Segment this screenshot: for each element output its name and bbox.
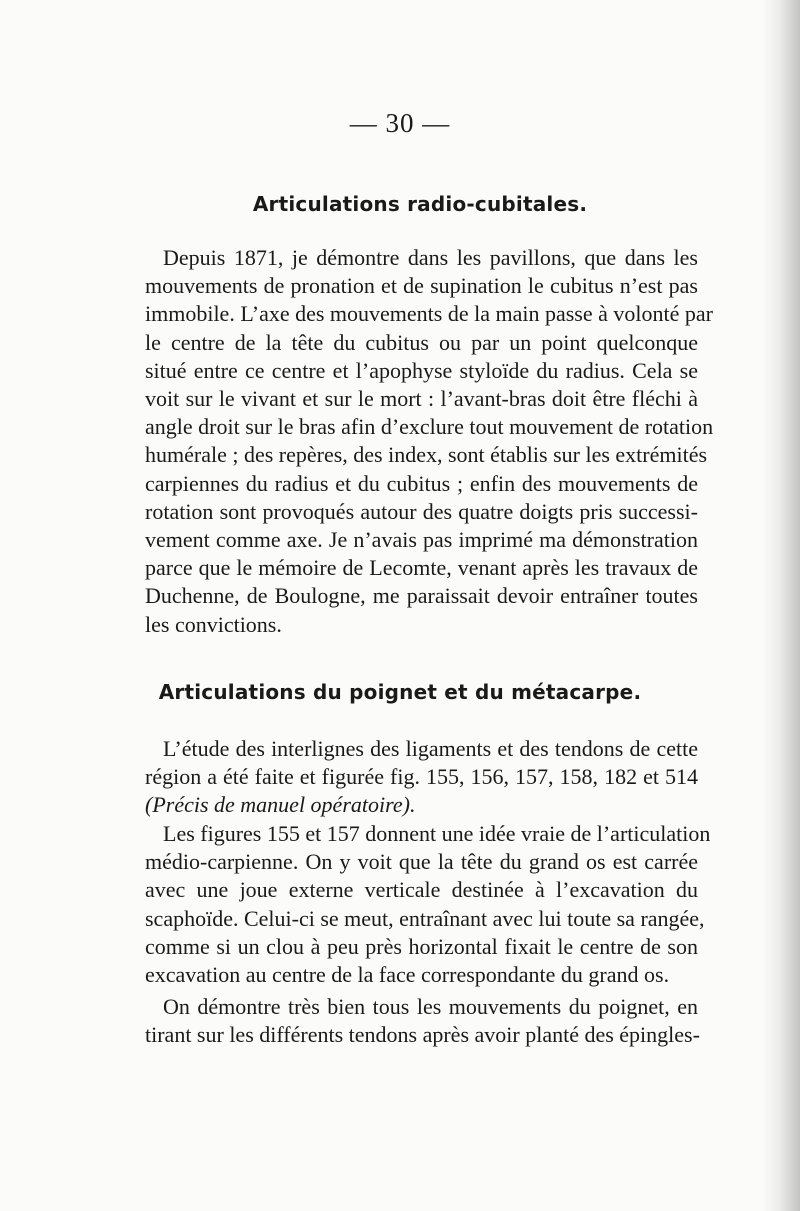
text-line: région a été faite et figurée fig. 155, 156, 157, 158, 182 et 514 xyxy=(145,764,698,790)
text-line: le centre de la tête du cubitus ou par un point quelconque xyxy=(145,329,698,355)
text-line: tirant sur les différents tendons après avoir planté des épingles- xyxy=(145,1022,700,1048)
text-line: angle droit sur le bras afin d’exclure tout mouvement de rotation xyxy=(145,414,714,440)
text-line: scaphoïde. Celui-ci se meut, entraînant avec lui toute sa rangée, xyxy=(145,905,705,931)
text-line: humérale ; des repères, des index, sont établis sur les extrémités xyxy=(145,442,708,468)
text-line: voit sur le vivant et sur le mort : l’avant-bras doit être fléchi à xyxy=(145,386,698,412)
page-number: — 30 — xyxy=(349,108,451,138)
page-edge-shadow xyxy=(762,0,800,1211)
text-line: situé entre ce centre et l’apophyse styloïde du radius. Cela se xyxy=(145,357,698,383)
text-line: comme si un clou à peu près horizontal fixait le centre de son xyxy=(145,933,698,959)
text-line: excavation au centre de la face correspondante du grand os. xyxy=(145,962,670,988)
text-line: Les figures 155 et 157 donnent une idée vraie de l’articulation xyxy=(163,821,711,846)
text-line: Depuis 1871, je démontre dans les pavillons, que dans les xyxy=(163,245,698,270)
text-line: parce que le mémoire de Lecomte, venant après les travaux de xyxy=(145,555,698,581)
text-line: mouvements de pronation et de supination le cubitus n’est pas xyxy=(145,273,698,299)
text-line: les convictions. xyxy=(145,611,282,637)
paragraph-mouvements-poignet xyxy=(145,993,698,1049)
section-heading-poignet-metacarpe: Articulations du poignet et du métacarpe. xyxy=(158,680,642,704)
text-line: vement comme axe. Je n’avais pas imprimé ma démonstration xyxy=(145,527,698,553)
text-line: Duchenne, de Boulogne, me paraissait devoir entraîner toutes xyxy=(145,583,698,609)
text-line: médio-carpienne. On y voit que la tête du grand os est carrée xyxy=(145,849,698,875)
text-line: L’étude des interlignes des ligaments et des tendons de cette xyxy=(163,736,698,761)
section-heading-radio-cubitales: Articulations radio-cubitales. xyxy=(252,192,588,216)
paragraph-interlignes xyxy=(145,735,698,820)
text-line: immobile. L’axe des mouvements de la main passe à volonté par xyxy=(145,301,713,327)
text-line: carpiennes du radius et du cubitus ; enfin des mouvements de xyxy=(145,470,698,496)
paragraph-medio-carpienne xyxy=(145,820,711,989)
text-line: avec une joue externe verticale destinée à l’excavation du xyxy=(145,877,698,903)
text-line-citation: (Précis de manuel opératoire). xyxy=(145,792,416,818)
paragraph-radio-cubitales xyxy=(145,244,714,639)
text-line: On démontre très bien tous les mouvements du poignet, en xyxy=(163,994,698,1019)
text-line: rotation sont provoqués autour des quatre doigts pris successi- xyxy=(145,498,698,524)
